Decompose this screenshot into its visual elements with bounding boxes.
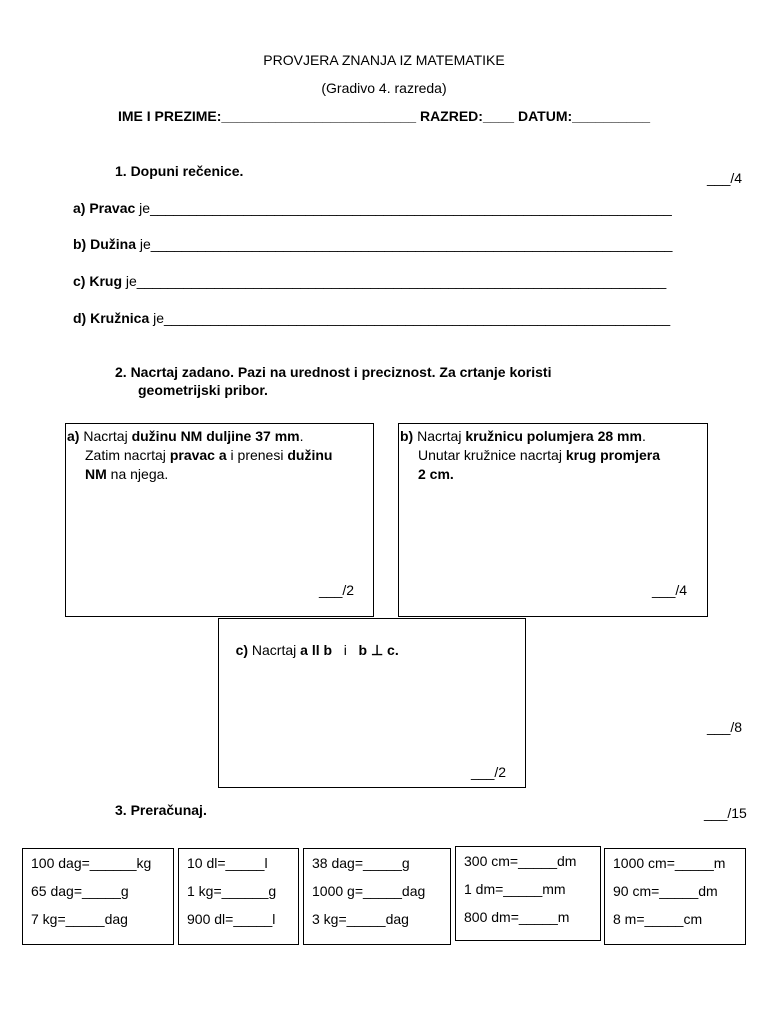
box-a-bold-nm: NM xyxy=(85,466,107,482)
box-a-bold-segment: dužinu NM duljine 37 mm xyxy=(131,428,300,444)
drawing-box-c[interactable] xyxy=(218,618,526,788)
box-a-line2-mid: i prenesi xyxy=(226,447,288,463)
conversion-box-3[interactable] xyxy=(303,848,451,945)
conversion-box-2[interactable] xyxy=(178,848,299,945)
box-c-parallel: a ll b xyxy=(300,642,333,658)
conversion-item[interactable]: 1 kg=______g xyxy=(187,883,277,899)
box-b-line2: Unutar kružnice nacrtaj xyxy=(418,447,566,463)
sentence-a[interactable] xyxy=(73,200,672,216)
conversion-item[interactable]: 8 m=_____cm xyxy=(613,911,703,927)
box-a-text-end: . xyxy=(299,428,304,444)
question-1-score[interactable]: ___/4 xyxy=(707,170,743,186)
conversion-item[interactable]: 1000 g=_____dag xyxy=(312,883,426,899)
conversion-item[interactable]: 65 dag=_____g xyxy=(31,883,129,899)
conversion-item[interactable]: 38 dag=_____g xyxy=(312,855,410,871)
conversion-item[interactable]: 7 kg=_____dag xyxy=(31,911,128,927)
sentence-b-blank[interactable]: je___________________________________________________________________ xyxy=(136,236,673,252)
conversion-item[interactable]: 100 dag=______kg xyxy=(31,855,152,871)
box-b-bold-krug: krug promjera xyxy=(565,447,660,463)
conversion-item[interactable]: 10 dl=_____l xyxy=(187,855,268,871)
box-a-text: Nacrtaj xyxy=(79,428,132,444)
sentence-c[interactable] xyxy=(73,273,666,289)
box-b-text-end: . xyxy=(641,428,646,444)
box-b-letter: b) xyxy=(400,428,414,444)
page-subtitle: (Gradivo 4. razreda) xyxy=(321,80,447,96)
sentence-a-label: a) Pravac xyxy=(73,200,136,216)
question-3-title: 3. Preračunaj. xyxy=(115,802,207,818)
sentence-b[interactable] xyxy=(73,236,672,252)
question-2-title-cont: geometrijski pribor. xyxy=(138,382,268,398)
drawing-box-b[interactable] xyxy=(398,423,708,617)
box-c-text: Nacrtaj xyxy=(248,642,301,658)
conversion-box-5[interactable] xyxy=(604,848,746,945)
box-a-line2: Zatim nacrtaj xyxy=(85,447,170,463)
box-b-bold-2cm: 2 cm. xyxy=(418,466,454,482)
box-c-and: i xyxy=(332,642,359,658)
conversion-box-4[interactable] xyxy=(455,846,601,941)
page-title: PROVJERA ZNANJA IZ MATEMATIKE xyxy=(263,52,505,68)
box-a-bold-pravac: pravac a xyxy=(169,447,227,463)
conversion-item[interactable]: 800 dm=_____m xyxy=(464,909,570,925)
box-c-letter: c) xyxy=(235,642,249,658)
conversion-item[interactable]: 1000 cm=_____m xyxy=(613,855,726,871)
sentence-d[interactable] xyxy=(73,310,670,326)
sentence-b-label: b) Dužina xyxy=(73,236,136,252)
box-b-bold-segment: kružnicu polumjera 28 mm xyxy=(465,428,642,444)
conversion-item[interactable]: 1 dm=_____mm xyxy=(464,881,566,897)
box-b-score[interactable]: ___/4 xyxy=(652,582,688,598)
conversion-item[interactable]: 90 cm=_____dm xyxy=(613,883,718,899)
student-info-line[interactable]: IME I PREZIME:_________________________ RAZRED:____ DATUM:__________ xyxy=(117,108,651,124)
box-b-text: Nacrtaj xyxy=(413,428,466,444)
box-a-score[interactable]: ___/2 xyxy=(319,582,355,598)
conversion-box-1[interactable] xyxy=(22,848,174,945)
box-a-letter: a) xyxy=(67,428,80,444)
sentence-d-label: d) Kružnica xyxy=(73,310,150,326)
box-a-bold-duzina: dužinu xyxy=(287,447,333,463)
question-3-score[interactable]: ___/15 xyxy=(704,805,747,821)
sentence-c-label: c) Krug xyxy=(73,273,122,289)
question-2-score[interactable]: ___/8 xyxy=(707,719,743,735)
question-1-title: 1. Dopuni rečenice. xyxy=(115,163,244,179)
sentence-a-blank[interactable]: je___________________________________________________________________ xyxy=(135,200,672,216)
box-c-perpendicular: b ⊥ c. xyxy=(358,642,399,658)
conversion-item[interactable]: 3 kg=_____dag xyxy=(312,911,409,927)
question-2-title: 2. Nacrtaj zadano. Pazi na urednost i preciznost. Za crtanje koristi xyxy=(115,364,552,380)
sentence-c-blank[interactable]: je____________________________________________________________________ xyxy=(122,273,667,289)
sentence-d-blank[interactable]: je_________________________________________________________________ xyxy=(149,310,671,326)
conversion-item[interactable]: 900 dl=_____l xyxy=(187,911,276,927)
box-a-line3: na njega. xyxy=(106,466,169,482)
drawing-box-a[interactable] xyxy=(65,423,374,617)
conversion-item[interactable]: 300 cm=_____dm xyxy=(464,853,577,869)
box-c-score[interactable]: ___/2 xyxy=(471,764,507,780)
